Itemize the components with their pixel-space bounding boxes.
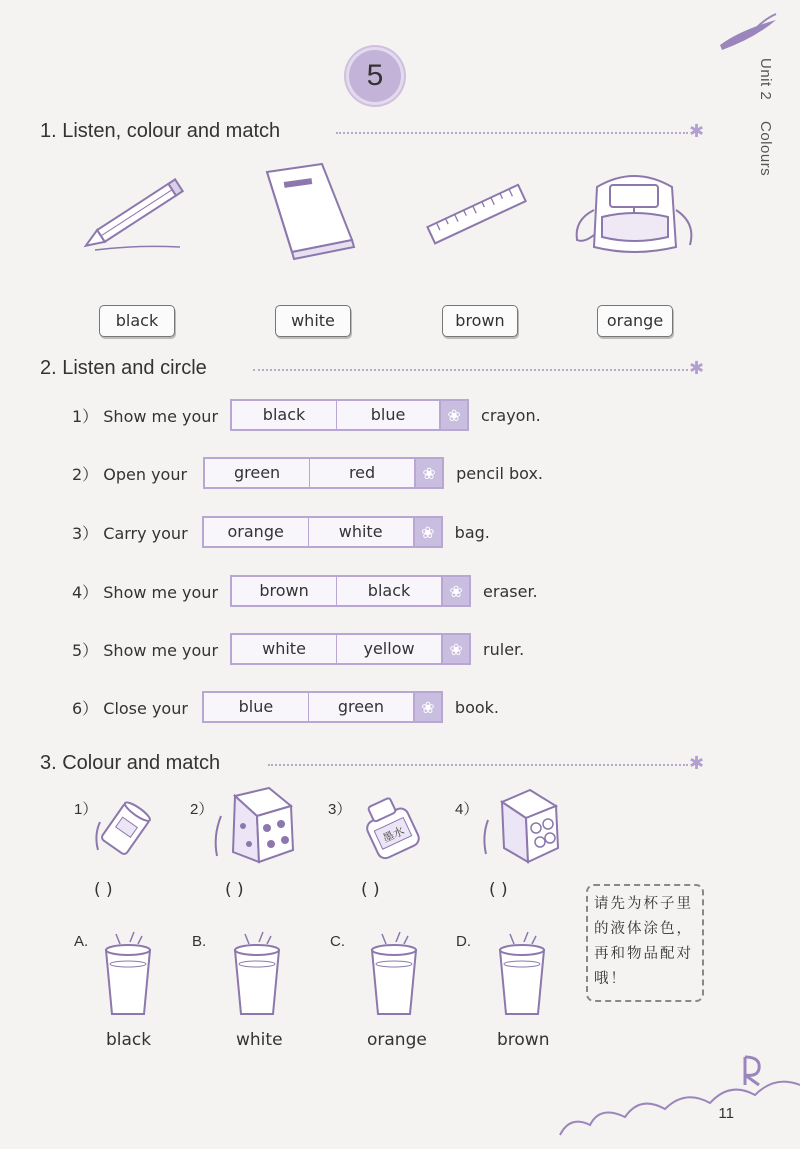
pencil-icon — [75, 175, 195, 260]
flower-icon: ❀ — [439, 401, 467, 429]
page-number: 11 — [718, 1105, 734, 1122]
row-prompt: 2） Open your — [72, 464, 188, 484]
circle-row-3 — [72, 515, 490, 549]
item-number: 4） — [455, 801, 479, 818]
cup-icon — [494, 930, 550, 1020]
cup-letter: A. — [74, 933, 89, 950]
cola-can-icon — [92, 800, 154, 862]
flower-icon: ❀ — [413, 693, 441, 721]
choice-box — [203, 457, 444, 489]
book-icon — [262, 160, 357, 260]
unit-topic: Colours — [757, 120, 774, 177]
item-number: 1） — [74, 801, 98, 818]
unit-side-label — [757, 58, 774, 176]
choice-box — [230, 633, 471, 665]
cloud-decoration-icon — [555, 1045, 800, 1149]
row-ending: bag. — [454, 522, 490, 542]
option-orange[interactable]: orange — [204, 518, 309, 546]
answer-blank[interactable]: ( ) — [361, 880, 380, 900]
divider — [253, 369, 688, 371]
option-green[interactable]: green — [337, 697, 385, 716]
circle-row-6 — [72, 690, 499, 724]
option-white[interactable]: white — [338, 522, 383, 541]
choice-box — [202, 691, 443, 723]
option-black[interactable]: black — [367, 581, 411, 600]
row-ending: pencil box. — [456, 463, 543, 483]
instruction-note: 请先为杯子里的液体涂色，再和物品配对哦！ — [586, 884, 704, 1002]
lesson-number: 5 — [366, 59, 384, 92]
schoolbag-icon — [572, 165, 697, 257]
flower-icon: ❀ — [413, 518, 441, 546]
birds-icon — [700, 10, 785, 55]
word-card-black[interactable]: black — [99, 305, 175, 337]
item-number: 3） — [328, 801, 352, 818]
answer-blank[interactable]: ( ) — [489, 880, 508, 900]
cup-icon — [229, 930, 285, 1020]
cup-icon — [100, 930, 156, 1020]
option-white[interactable]: white — [232, 635, 337, 663]
option-red[interactable]: red — [348, 463, 376, 482]
cup-letter: D. — [456, 933, 471, 950]
section1-title: 1. Listen, colour and match — [40, 120, 281, 142]
cup-letter: C. — [330, 933, 345, 950]
ink-bottle-icon — [350, 792, 428, 862]
row-ending: ruler. — [483, 639, 525, 659]
flower-icon: ❀ — [441, 577, 469, 605]
section2-title: 2. Listen and circle — [40, 357, 207, 379]
flower-icon: ✱ — [689, 121, 705, 142]
flower-icon: ✱ — [689, 358, 705, 379]
row-ending: eraser. — [483, 581, 538, 601]
row-prompt: 1） Show me your — [72, 406, 219, 426]
circle-row-2 — [72, 456, 543, 490]
option-green[interactable]: green — [205, 459, 310, 487]
answer-blank[interactable]: ( ) — [94, 880, 113, 900]
cup-icon — [366, 930, 422, 1020]
unit-label: Unit 2 — [757, 58, 774, 101]
word-card-orange[interactable]: orange — [597, 305, 673, 337]
cup-color-label: brown — [497, 1030, 550, 1050]
word-card-brown[interactable]: brown — [442, 305, 518, 337]
ink-label: 墨水 — [380, 824, 407, 846]
divider — [336, 132, 688, 134]
cup-color-label: black — [106, 1030, 152, 1050]
cup-color-label: orange — [367, 1030, 427, 1050]
row-prompt: 6） Close your — [72, 698, 188, 718]
cup-letter: B. — [192, 933, 207, 950]
cup-color-label: white — [236, 1030, 283, 1050]
lesson-number-badge — [349, 50, 401, 102]
section3-title: 3. Colour and match — [40, 752, 221, 774]
milk-carton-icon — [207, 786, 295, 866]
circle-row-1 — [72, 398, 541, 432]
choice-box — [202, 516, 443, 548]
circle-row-5 — [72, 632, 524, 666]
circle-row-4 — [72, 574, 538, 608]
option-black[interactable]: black — [232, 401, 337, 429]
choice-box — [230, 575, 471, 607]
row-prompt: 3） Carry your — [72, 523, 188, 543]
divider — [268, 764, 688, 766]
ruler-icon — [425, 180, 530, 250]
row-prompt: 4） Show me your — [72, 582, 219, 602]
flower-icon: ✱ — [689, 753, 705, 774]
juice-box-icon — [478, 784, 560, 866]
choice-box — [230, 399, 469, 431]
row-ending: crayon. — [481, 405, 541, 425]
flower-icon: ❀ — [441, 635, 469, 663]
option-blue[interactable]: blue — [370, 405, 406, 424]
row-ending: book. — [454, 697, 500, 717]
answer-blank[interactable]: ( ) — [225, 880, 244, 900]
flower-icon: ❀ — [414, 459, 442, 487]
item-number: 2） — [190, 801, 214, 818]
option-brown[interactable]: brown — [232, 577, 337, 605]
word-card-white[interactable]: white — [275, 305, 351, 337]
option-blue[interactable]: blue — [204, 693, 309, 721]
option-yellow[interactable]: yellow — [363, 639, 415, 658]
row-prompt: 5） Show me your — [72, 640, 219, 660]
